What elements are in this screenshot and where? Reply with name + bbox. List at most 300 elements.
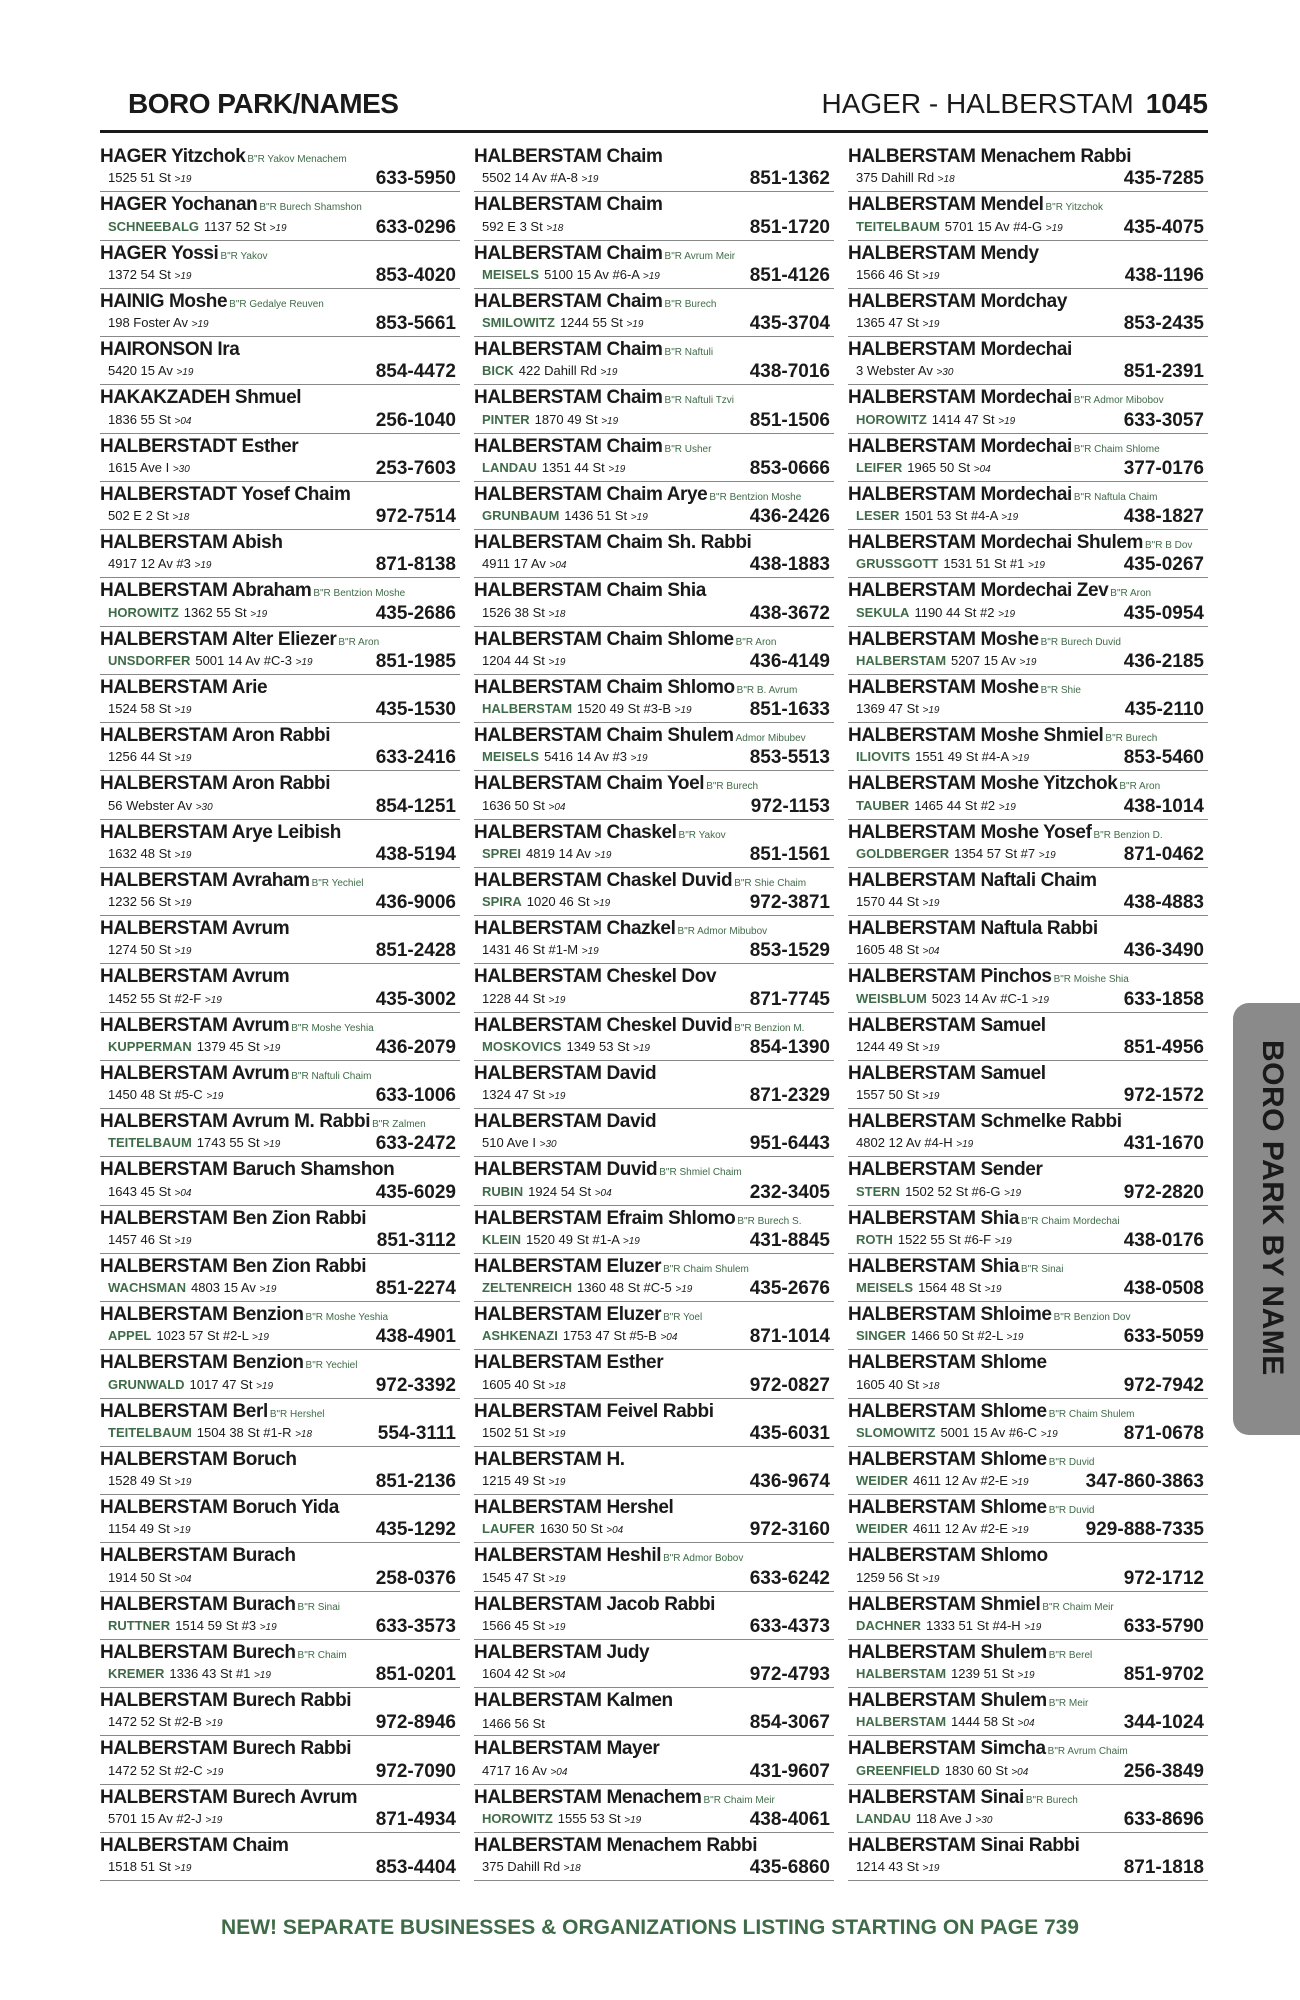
listing-entry <box>848 192 1208 240</box>
entry-phone: 972-3871 <box>749 892 830 913</box>
listing-entry <box>100 1061 460 1109</box>
listing-entry <box>100 1013 460 1061</box>
entry-address-line <box>482 1763 567 1781</box>
entry-phone: 438-1196 <box>1124 264 1204 286</box>
entry-name: HALBERSTAM Shia <box>848 1207 1019 1229</box>
entry-phone: 435-2110 <box>1124 699 1204 720</box>
entry-address: 1605 40 St <box>482 1376 545 1392</box>
entry-address-line <box>108 556 212 574</box>
entry-name-line <box>848 532 1208 557</box>
entry-zip-code: >19 <box>1012 753 1030 765</box>
entry-name-line <box>100 580 460 605</box>
entry-address: 375 Dahill Rd <box>482 1859 561 1874</box>
entry-address-line <box>482 508 648 526</box>
entry-name-line <box>474 339 834 364</box>
listing-entry <box>100 771 460 819</box>
entry-address: 5502 14 Av #A-8 <box>482 170 578 186</box>
entry-address: 1457 46 St <box>108 1231 171 1247</box>
entry-name-line <box>848 194 1208 219</box>
entry-address: 1349 53 St <box>566 1038 630 1054</box>
entry-name-line <box>474 1208 834 1233</box>
entry-name: HALBERSTAM Boruch Yida <box>100 1497 339 1518</box>
entry-name-line <box>100 1208 460 1230</box>
entry-name-line <box>100 194 460 219</box>
entry-name: HALBERSTAM Sinai <box>848 1786 1024 1808</box>
entry-address-line <box>856 1232 1012 1250</box>
entry-address-line <box>108 894 191 912</box>
entry-zip-code: >19 <box>548 1428 566 1440</box>
entry-address: 1190 44 St #2 <box>914 604 995 620</box>
entry-address: 1274 50 St <box>108 942 171 958</box>
entry-address: 1605 40 St <box>856 1376 919 1392</box>
entry-phone: 871-1014 <box>749 1326 830 1348</box>
entry-name: HALBERSTADT Esther <box>100 435 299 457</box>
entry-address: 1472 52 St #2-C <box>108 1762 203 1778</box>
entry-name-line <box>100 1015 460 1040</box>
entry-name: HALBERSTAM Chaim <box>474 194 663 216</box>
entry-address-line <box>108 749 191 767</box>
entry-name: HALBERSTAM Burech <box>100 1641 296 1663</box>
entry-phone: 853-2435 <box>1123 313 1204 334</box>
entry-name-line <box>848 1449 1208 1474</box>
entry-zip-code: >19 <box>581 946 599 958</box>
listing-entry <box>100 1350 460 1398</box>
entry-address: 1372 54 St <box>108 266 171 282</box>
entry-name-line <box>100 1304 460 1329</box>
entry-address-line <box>856 315 939 333</box>
listing-entry <box>100 1254 460 1302</box>
listing-entry <box>100 868 460 916</box>
listing-entry <box>474 192 834 240</box>
entry-name: HALBERSTAM Cheskel Dov <box>474 966 717 988</box>
entry-maiden-name: KUPPERMAN <box>108 1038 192 1054</box>
entry-phone: 972-1572 <box>1123 1085 1204 1106</box>
entry-address-line <box>108 991 222 1009</box>
entry-name-line <box>848 1642 1208 1667</box>
listing-entry <box>848 675 1208 723</box>
listing-entry <box>474 1157 834 1205</box>
entry-address: 1830 60 St <box>944 1762 1008 1778</box>
entry-address: 1137 52 St <box>204 218 266 234</box>
entry-name: HALBERSTAM Arye Leibish <box>100 821 341 843</box>
entry-maiden-name: APPEL <box>108 1328 152 1344</box>
entry-maiden-name: SEKULA <box>856 604 910 620</box>
entry-name: HALBERSTAM H. <box>474 1448 625 1470</box>
entry-address: 1444 58 St <box>951 1714 1014 1730</box>
entry-maiden-name: LESER <box>856 508 900 523</box>
entry-address: 1557 50 St <box>856 1087 919 1102</box>
entry-address-line <box>482 1377 565 1395</box>
entry-address-line <box>108 1473 191 1491</box>
entry-phone: 256-1040 <box>375 409 456 431</box>
entry-address: 1351 44 St <box>541 459 605 475</box>
entry-maiden-name: HALBERSTAM <box>856 1714 947 1730</box>
entry-name: HALBERSTAM Chaim Shlome <box>474 628 734 650</box>
entry-address: 1566 45 St <box>482 1617 545 1633</box>
entry-name: HAGER Yochanan <box>100 194 258 216</box>
entry-name-line <box>848 1208 1208 1233</box>
entry-address: 1520 49 St #3-B <box>577 701 671 716</box>
entry-name-line <box>100 1738 460 1760</box>
entry-address: 4911 17 Av <box>482 556 546 572</box>
listing-entry <box>100 916 460 964</box>
listing-entry <box>848 1206 1208 1254</box>
entry-name: HALBERSTAM Chaim <box>474 146 663 167</box>
entry-name: HALBERSTAM Mordechai <box>848 435 1072 457</box>
entry-address-line <box>108 846 191 864</box>
entry-phone: 972-3160 <box>749 1519 830 1541</box>
entry-zip-code: >04 <box>548 1670 566 1681</box>
entry-name: HALBERSTAM Mendel <box>848 194 1044 216</box>
entry-name: HALBERSTAM Mordechai <box>848 339 1072 360</box>
entry-maiden-name: SPREI <box>482 845 522 861</box>
entry-father-name: B"R Shmiel Chaim <box>659 1167 742 1179</box>
entry-phone: 435-3002 <box>375 988 456 1010</box>
entry-phone: 854-3067 <box>749 1712 830 1734</box>
listing-entry <box>474 1350 834 1398</box>
entry-address: 5207 15 Av <box>951 652 1016 668</box>
entry-address: 1466 56 St <box>482 1716 545 1732</box>
entry-zip-code: >19 <box>174 898 192 909</box>
entry-name: HALBERSTAM Mayer <box>474 1738 660 1760</box>
entry-name: HALBERSTAM Simcha <box>848 1738 1046 1760</box>
entry-phone: 871-7745 <box>749 988 830 1010</box>
entry-address: 5001 15 Av #6-C <box>940 1424 1038 1440</box>
entry-name: HAIRONSON Ira <box>100 339 240 360</box>
entry-address-line <box>482 1716 545 1732</box>
entry-name-line <box>100 1787 460 1809</box>
entry-address: 1570 44 St <box>856 894 919 909</box>
entry-address: 1436 51 St <box>564 508 628 523</box>
entry-name: HALBERSTAM Boruch <box>100 1448 297 1470</box>
entry-zip-code: >04 <box>174 415 192 427</box>
entry-phone: 853-4020 <box>375 264 456 286</box>
entry-name-line <box>848 1015 1208 1037</box>
listing-entry <box>100 337 460 385</box>
entry-maiden-name: MEISELS <box>856 1280 914 1295</box>
listing-entry <box>848 241 1208 289</box>
entry-address-line <box>856 1521 1029 1539</box>
entry-maiden-name: ZELTENREICH <box>482 1280 573 1295</box>
entry-address-line <box>856 798 1016 816</box>
entry-maiden-name: HOROWITZ <box>108 604 179 620</box>
entry-address-line <box>108 1666 271 1684</box>
entry-phone: 853-4404 <box>375 1857 456 1878</box>
entry-father-name: B"R Benzion D. <box>1093 829 1163 841</box>
entry-name: HALBERSTAM Burech Rabbi <box>100 1738 352 1760</box>
column-1 <box>100 144 460 1912</box>
entry-name-line <box>474 1111 834 1133</box>
entry-phone: 853-5661 <box>375 313 456 334</box>
entry-address: 4803 15 Av <box>191 1280 256 1295</box>
entry-name: HALBERSTAM Esther <box>474 1352 664 1374</box>
listing-entry <box>100 1833 460 1881</box>
listing-entry <box>100 1447 460 1495</box>
entry-father-name: B"R Duvid <box>1048 1456 1095 1468</box>
entry-address: 5416 14 Av #3 <box>544 749 627 765</box>
entry-zip-code: >19 <box>594 849 612 861</box>
listing-entry <box>848 964 1208 1012</box>
entry-phone: 438-1014 <box>1123 795 1204 817</box>
entry-zip-code: >19 <box>601 415 619 427</box>
entry-phone: 435-0954 <box>1123 602 1204 624</box>
entry-phone: 972-7942 <box>1123 1374 1204 1396</box>
entry-phone: 256-3849 <box>1123 1760 1204 1782</box>
entry-maiden-name: HALBERSTAM <box>856 652 947 668</box>
entry-address-line <box>482 315 643 333</box>
entry-address: 1215 49 St <box>482 1473 545 1488</box>
entry-phone: 436-9674 <box>749 1471 830 1492</box>
entry-zip-code: >19 <box>674 705 692 716</box>
entry-phone: 972-3392 <box>375 1374 456 1396</box>
entry-phone: 438-7016 <box>749 361 830 383</box>
entry-name-line <box>100 532 460 554</box>
entry-name-line <box>100 484 460 506</box>
listing-entry <box>848 1592 1208 1640</box>
entry-phone: 854-4472 <box>375 361 456 383</box>
entry-maiden-name: LAUFER <box>482 1521 535 1537</box>
entry-address-line <box>482 460 625 478</box>
entry-address: 1514 59 St #3 <box>175 1617 257 1633</box>
entry-name-line <box>848 1787 1208 1812</box>
entry-name: HALBERSTAM Arie <box>100 676 268 698</box>
listing-entry <box>848 723 1208 771</box>
entry-phone: 851-2428 <box>375 940 456 962</box>
entry-name-line <box>100 773 460 795</box>
entry-father-name: B"R Naftuli Tzvi <box>664 395 735 407</box>
entry-name-line <box>100 725 460 747</box>
entry-name-line <box>474 1835 834 1857</box>
entry-address: 1239 51 St <box>951 1666 1014 1681</box>
listing-entry <box>848 1350 1208 1398</box>
entry-maiden-name: MEISELS <box>482 749 540 765</box>
entry-address-line <box>482 1570 565 1588</box>
entry-name: HALBERSTAM Shlome <box>848 1400 1047 1422</box>
entry-phone: 972-8946 <box>375 1712 456 1734</box>
entry-phone: 431-9607 <box>749 1760 830 1782</box>
entry-zip-code: >19 <box>174 849 192 861</box>
entry-address: 1362 55 St <box>183 604 247 620</box>
entry-address: 1528 49 St <box>108 1473 171 1488</box>
entry-name: HALBERSTAM Schmelke Rabbi <box>848 1111 1122 1132</box>
entry-address-line <box>108 1087 223 1105</box>
entry-name: HALBERSTAM Menachem Rabbi <box>848 146 1132 167</box>
entry-name: HALBERSTAM Benzion <box>100 1304 304 1325</box>
entry-zip-code: >19 <box>204 994 222 1006</box>
listing-entry <box>474 916 834 964</box>
listing-entry <box>848 289 1208 337</box>
entry-name-line <box>848 966 1208 991</box>
entry-zip-code: >19 <box>250 608 268 620</box>
entry-name: HALBERSTAM Moshe <box>848 628 1039 650</box>
entry-maiden-name: RUBIN <box>482 1183 524 1199</box>
entry-name: HALBERSTAM Abraham <box>100 580 312 602</box>
entry-name: HALBERSTAM Avrum <box>100 966 290 988</box>
entry-zip-code: >19 <box>206 1091 224 1102</box>
listing-entry <box>474 1736 834 1784</box>
entry-maiden-name: WEISBLUM <box>856 990 927 1006</box>
entry-maiden-name: GRUNWALD <box>108 1376 185 1392</box>
entry-name-line <box>100 677 460 699</box>
entry-maiden-name: SCHNEEBALG <box>108 218 200 234</box>
entry-phone: 436-4149 <box>749 650 830 672</box>
entry-address: 4917 12 Av #3 <box>108 556 191 572</box>
entry-name: HALBERSTAM Chaim Yoel <box>474 773 705 795</box>
entry-address-line <box>108 1039 280 1057</box>
entry-phone: 436-2426 <box>749 506 830 527</box>
entry-zip-code: >19 <box>548 1091 566 1102</box>
entry-name-line <box>474 194 834 216</box>
entry-zip-code: >30 <box>539 1139 557 1151</box>
entry-zip-code: >04 <box>548 801 566 813</box>
entry-phone: 853-5460 <box>1123 747 1204 769</box>
entry-father-name: B"R Yoel <box>663 1312 703 1323</box>
entry-name-line <box>848 629 1208 654</box>
entry-zip-code: >30 <box>195 801 213 813</box>
entry-name-line <box>474 387 834 412</box>
entry-address: 502 E 2 St <box>108 508 169 523</box>
entry-name-line <box>100 1594 460 1619</box>
entry-zip-code: >19 <box>956 1139 974 1151</box>
entry-maiden-name: RUTTNER <box>108 1617 171 1633</box>
entry-address: 5100 15 Av #6-A <box>544 266 640 282</box>
entry-phone: 633-1858 <box>1123 988 1204 1010</box>
entry-address-line <box>108 1425 312 1443</box>
entry-phone: 851-1362 <box>749 168 830 190</box>
listing-entry <box>848 1833 1208 1881</box>
listing-entry <box>100 530 460 578</box>
listing-entry <box>474 1061 834 1109</box>
entry-name-line <box>100 1642 460 1667</box>
listing-entry <box>848 1061 1208 1109</box>
entry-maiden-name: KLEIN <box>482 1231 521 1247</box>
entry-maiden-name: WEIDER <box>856 1473 908 1488</box>
entry-phone: 554-3111 <box>377 1422 456 1444</box>
entry-address-line <box>482 556 566 574</box>
entry-name: HALBERSTAM Menachem <box>474 1786 702 1808</box>
entry-name: HALBERSTAM Moshe <box>848 676 1039 698</box>
listing-entry <box>474 1013 834 1061</box>
entry-address-line <box>482 605 565 623</box>
entry-father-name: B"R Aron <box>338 636 380 648</box>
entry-address-line <box>482 991 565 1009</box>
listing-entry <box>848 385 1208 433</box>
entry-zip-code: >30 <box>172 463 190 475</box>
entry-name: HALBERSTAM Chaim Arye <box>474 483 708 505</box>
entry-zip-code: >19 <box>922 1091 940 1102</box>
entry-address-line <box>482 1473 565 1491</box>
entry-address-line <box>482 1184 612 1202</box>
entry-father-name: B"R Moshe Yeshia <box>291 1022 374 1034</box>
entry-father-name: B"R Hershel <box>269 1408 325 1420</box>
entry-address: 1502 51 St <box>482 1424 545 1440</box>
listing-entry <box>474 385 834 433</box>
entry-address: 1336 43 St #1 <box>169 1666 251 1681</box>
entry-address-line <box>108 267 191 285</box>
entry-address-line <box>482 1328 677 1346</box>
listing-entry <box>474 1254 834 1302</box>
entry-father-name: B"R Admor Mibubov <box>677 926 768 937</box>
entry-zip-code: >19 <box>548 994 566 1006</box>
entry-zip-code: >19 <box>269 222 287 234</box>
entry-phone: 972-1712 <box>1123 1567 1204 1589</box>
entry-address: 56 Webster Av <box>108 797 193 813</box>
entry-address: 1450 48 St #5-C <box>108 1087 203 1102</box>
entry-address-line <box>482 1232 640 1250</box>
entry-name-line <box>474 1642 834 1664</box>
listing-entry <box>474 1302 834 1350</box>
entry-father-name: B"R Admor Mibobov <box>1073 395 1164 407</box>
entry-address: 5701 15 Av #4-G <box>944 218 1043 234</box>
entry-phone: 435-3704 <box>749 313 830 334</box>
entry-name-line <box>474 773 834 798</box>
entry-father-name: B"R Sinai <box>297 1601 340 1613</box>
listing-entry <box>474 1785 834 1833</box>
entry-address: 5701 15 Av #2-J <box>108 1810 202 1826</box>
entry-phone: 438-0176 <box>1123 1229 1204 1251</box>
listing-entry <box>474 1206 834 1254</box>
entry-zip-code: >30 <box>936 367 954 379</box>
entry-address-line <box>856 1039 939 1057</box>
entry-address-line <box>856 942 939 960</box>
entry-address-line <box>108 363 193 381</box>
entry-zip-code: >19 <box>174 1863 192 1874</box>
entry-address-line <box>108 1232 191 1250</box>
entry-father-name: Admor Mibubev <box>735 733 806 744</box>
entry-address: 1924 54 St <box>528 1183 592 1199</box>
entry-name-line <box>474 822 834 847</box>
entry-phone: 438-0508 <box>1123 1278 1204 1299</box>
entry-name: HALBERSTAM Chaskel <box>474 821 677 843</box>
listing-entry <box>100 1399 460 1447</box>
entry-name-line <box>848 1304 1208 1329</box>
entry-maiden-name: GRUNBAUM <box>482 508 560 523</box>
entry-address-line <box>108 315 209 333</box>
entry-address-line <box>482 1521 623 1539</box>
entry-address-line <box>108 701 191 719</box>
entry-name-line <box>474 1063 834 1085</box>
entry-name-line <box>100 1352 460 1377</box>
entry-maiden-name: ROTH <box>856 1231 893 1247</box>
entry-phone: 851-1633 <box>749 699 830 720</box>
entry-name: HALBERSTAM Ben Zion Rabbi <box>100 1255 367 1277</box>
entry-zip-code: >18 <box>548 1380 566 1392</box>
entry-phone: 633-6242 <box>749 1567 830 1589</box>
entry-address: 1154 49 St <box>108 1521 170 1537</box>
entry-phone: 633-3057 <box>1123 409 1204 431</box>
entry-father-name: B"R Aron <box>1110 588 1152 600</box>
entry-address-line <box>856 363 953 381</box>
entry-address-line <box>482 412 618 430</box>
entry-name: HAINIG Moshe <box>100 290 228 312</box>
entry-father-name: B"R Gedalye Reuven <box>229 298 324 310</box>
entry-address: 1333 51 St #4-H <box>926 1617 1021 1633</box>
entry-address: 1465 44 St #2 <box>914 797 996 813</box>
entry-zip-code: >18 <box>295 1428 313 1440</box>
entry-phone: 431-1670 <box>1123 1133 1204 1155</box>
entry-phone: 851-4956 <box>1123 1036 1204 1058</box>
entry-name: HALBERSTAM Aron Rabbi <box>100 725 331 746</box>
listing-entry <box>474 1543 834 1591</box>
entry-name-line <box>474 1497 834 1519</box>
entry-name-line <box>100 918 460 940</box>
listing-entry <box>474 1399 834 1447</box>
entry-zip-code: >19 <box>174 270 192 282</box>
entry-address: 1531 51 St #1 <box>943 556 1025 572</box>
entry-name: HALBERSTAM Samuel <box>848 1014 1046 1036</box>
entry-address-line <box>482 1811 641 1829</box>
entry-name: HALBERSTAM Naftali Chaim <box>848 869 1097 891</box>
